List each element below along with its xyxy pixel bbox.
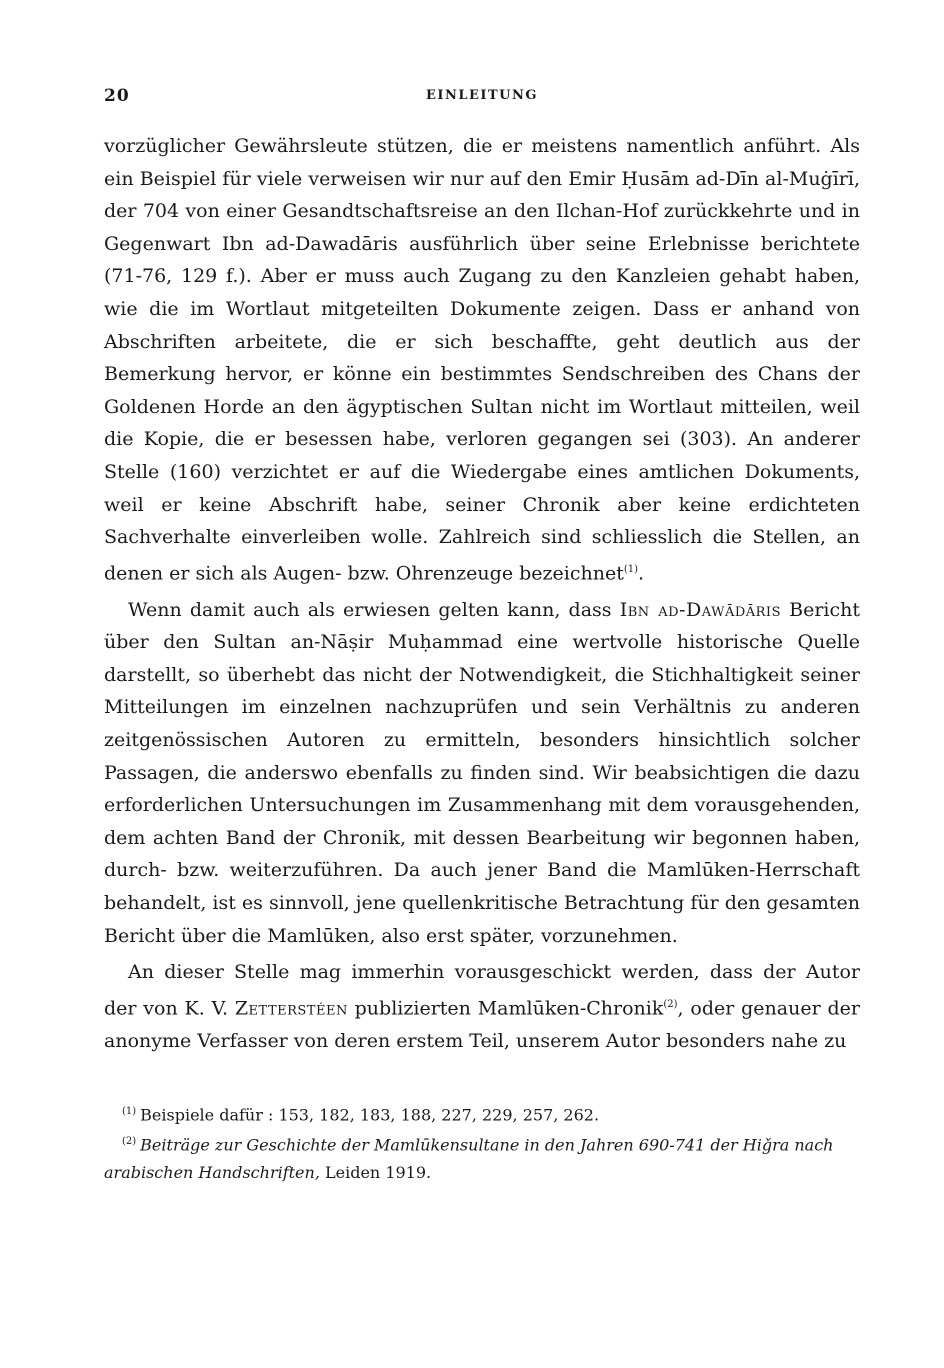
running-head: EINLEITUNG [426, 88, 538, 103]
author-name-ibn-ad-dawadari: Ibn ad-Dawādāris [619, 598, 781, 621]
author-name-zettersteen: Zetterstéen [234, 997, 348, 1020]
paragraph-1-end: . [638, 562, 645, 585]
page-header [104, 86, 860, 116]
footnote-ref-2: (2) [663, 998, 678, 1010]
paragraph-2-after: Bericht über den Sultan an-Nāṣir Muḥammad eine wertvolle historische Quelle darstellt, so überhebt das nicht der Notwendigkeit, die Stichhaltigkeit seiner Mitteilungen im einzelnen nachzuprüfen und sein Verhältnis zu anderen zeitgenössischen Autoren zu ermitteln, besonders hinsichtlich solcher Passagen, die anderswo ebenfalls zu finden sind. Wir beabsichtigen die dazu erforderlichen Untersuchungen im Zusammenhang mit dem vorausgehenden, dem achten Band der Chronik, mit dessen Bearbeitung wir begonnen haben, durch- bzw. weiterzuführen. Da auch jener Band die Mamlūken-Herrschaft behandelt, ist es sinnvoll, jene quellenkritische Betrachtung für den gesamten Bericht über die Mamlūken, also erst später, vorzunehmen. [104, 598, 861, 947]
paragraph-3-before: An dieser Stelle mag immerhin vorausgeschickt werden, dass der Autor der von K. V. [104, 961, 860, 1020]
footnote-1-mark: (1) [122, 1106, 137, 1117]
body-text [104, 130, 860, 1057]
paragraph-3-after: , oder genauer der anonyme Verfasser von deren erstem Teil, unserem Autor besonders nahe zu [104, 997, 860, 1052]
footnote-2-mark: (2) [122, 1136, 137, 1148]
paragraph-1 [104, 130, 860, 590]
paragraph-3 [104, 956, 860, 1057]
footnote-2 [104, 1128, 860, 1185]
footnote-1-text: Beispiele dafür : 153, 182, 183, 188, 227, 229, 257, 262. [140, 1105, 600, 1125]
footnotes [104, 1098, 860, 1186]
paragraph-2-before: Wenn damit auch als erwiesen gelten kann, dass [128, 598, 620, 621]
page-number: 20 [104, 86, 130, 106]
footnote-2-place: Leiden 1919. [319, 1162, 432, 1182]
paragraph-1-text: vorzüglicher Gewährsleute stützen, die er meistens namentlich anführt. Als ein Beispiel für viele verweisen wir nur auf den Emir Ḥusām ad-Dīn al-Muġīrī, der 704 von einer Gesandtschaftsreise an den Ilchan-Hof zurückkehrte und in Gegenwart Ibn ad-Dawadāris ausführlich über seine Erlebnisse berichtete (71-76, 129 f.). Aber er muss auch Zugang zu den Kanzleien gehabt haben, wie die im Wortlaut mitgeteilten Dokumente zeigen. Dass er anhand von Abschriften arbeitete, die er sich beschaffte, geht deutlich aus der Bemerkung hervor, er könne ein bestimmtes Sendschreiben des Chans der Goldenen Horde an den ägyptischen Sultan nicht im Wortlaut mitteilen, weil die Kopie, die er besessen habe, verloren gegangen sei (303). An anderer Stelle (160) verzichtet er auf die Wiedergabe eines amtlichen Dokuments, weil er keine Abschrift habe, seiner Chronik aber keine erdichteten Sachverhalte einverleiben wolle. Zahlreich sind schliesslich die Stellen, an denen er sich als Augen- bzw. Ohrenzeuge bezeichnet [104, 135, 860, 585]
paragraph-2 [104, 594, 860, 953]
footnote-1 [104, 1098, 860, 1128]
paragraph-3-middle: publizierten Mamlūken-Chronik [347, 997, 664, 1020]
footnote-ref-1: (1) [623, 563, 639, 575]
footnote-2-title: Beiträge zur Geschichte der Mamlūkensultane in den Jahren 690-741 der Hiǧra nach arabischen Handschriften, [104, 1135, 834, 1182]
